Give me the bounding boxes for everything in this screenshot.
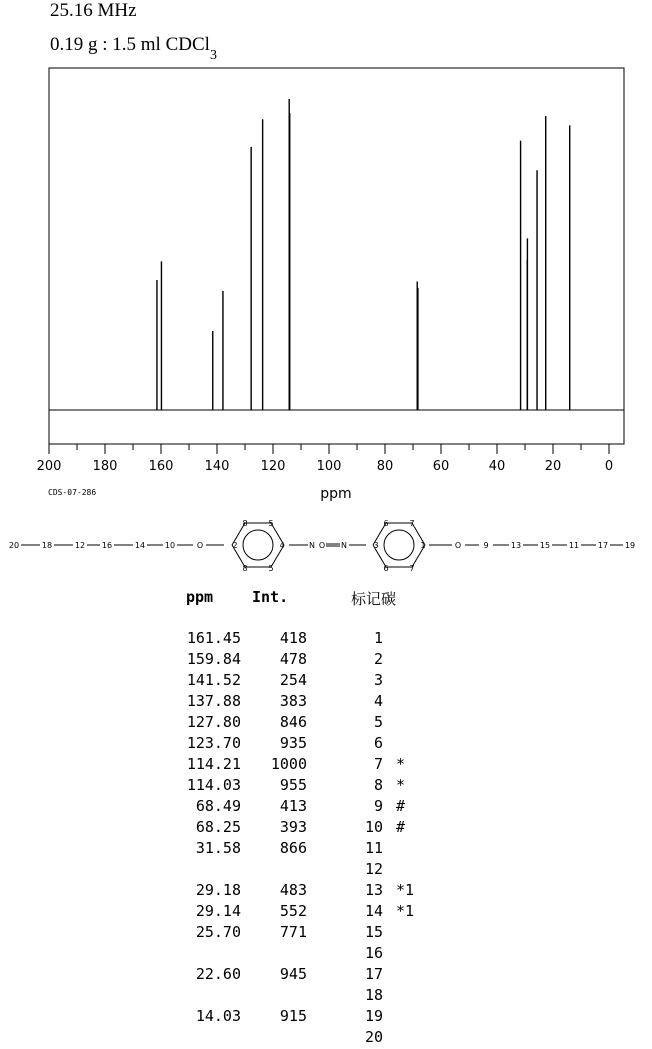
x-tick-label: 80 [376,459,394,474]
peak-intensity: 418 [279,629,307,647]
chain-atom-label: 9 [483,541,489,550]
ring-atom-label: 8 [242,519,248,528]
carbon-number: 17 [364,965,383,983]
ring-atom-label: 6 [383,519,389,528]
sample-prefix: 0.19 g : 1.5 ml CDCl [50,34,210,55]
carbon-number: 19 [364,1007,383,1025]
peak-ppm: 68.25 [195,818,241,836]
x-tick-label: 40 [488,459,506,474]
peak-ppm: 14.03 [195,1007,241,1025]
azoxy-atom-label: N [341,541,347,550]
carbon-number: 13 [364,881,383,899]
plot-frame [49,68,624,444]
x-tick-label: 180 [92,459,118,474]
carbon-number: 9 [373,797,383,815]
ring-atom-label: 8 [242,564,248,573]
chain-atom-label: 13 [510,541,522,550]
chain-atom-label: 16 [101,541,113,550]
chain-atom-label: O [196,541,204,550]
ring-atom-label: 3 [373,541,379,550]
sample-subscript: 3 [209,47,217,63]
chain-atom-label: 18 [41,541,53,550]
peak-intensity: 955 [279,776,307,794]
peak-note: # [396,797,406,815]
carbon-number: 6 [373,734,383,752]
peak-ppm: 114.21 [186,755,241,773]
peak-ppm: 127.80 [186,713,241,731]
x-tick-label: 200 [36,459,62,474]
peak-intensity: 254 [279,671,307,689]
aromatic-circle [243,530,273,560]
peak-intensity: 846 [279,713,307,731]
peak-intensity: 915 [279,1007,307,1025]
header-carbon: 标记碳 [351,590,397,608]
ring-atom-label: 1 [420,541,426,550]
chain-atom-label: 19 [624,541,636,550]
peak-ppm: 22.60 [195,965,241,983]
carbon-number: 4 [373,692,383,710]
nmr-spectrum-chart [0,0,652,505]
x-tick-label: 100 [316,459,342,474]
peak-ppm: 141.52 [186,671,241,689]
chain-atom-label: 11 [568,541,580,550]
carbon-number: 10 [364,818,383,836]
carbon-number: 16 [364,944,383,962]
peak-intensity: 483 [279,881,307,899]
carbon-number: 3 [373,671,383,689]
ring-atom-label: 7 [409,519,415,528]
peak-note: *1 [396,902,415,920]
azoxy-atom-label: N [309,541,315,550]
chain-atom-label: 10 [164,541,176,550]
peak-note: * [396,776,406,794]
carbon-number: 15 [364,923,383,941]
header-int: Int. [252,588,289,606]
ring-atom-label: 2 [232,541,238,550]
peak-ppm: 161.45 [186,629,241,647]
carbon-number: 1 [373,629,383,647]
peak-ppm: 29.18 [195,881,241,899]
x-tick-label: 0 [604,459,614,474]
peak-ppm: 68.49 [195,797,241,815]
x-ticks-group [37,444,614,474]
x-tick-label: 120 [260,459,286,474]
carbon-number: 8 [373,776,383,794]
chain-atom-label: 17 [597,541,609,550]
peaks-group [157,99,570,410]
chain-atom-label: 15 [539,541,551,550]
x-tick-label: 60 [432,459,450,474]
peak-intensity: 552 [279,902,307,920]
peak-intensity: 771 [279,923,307,941]
aromatic-circle [384,530,414,560]
peak-note: *1 [396,881,415,899]
peak-note: # [396,818,406,836]
peak-ppm: 123.70 [186,734,241,752]
peak-intensity: 866 [279,839,307,857]
peak-ppm: 137.88 [186,692,241,710]
carbon-number: 12 [364,860,383,878]
x-tick-label: 140 [204,459,230,474]
peak-ppm: 25.70 [195,923,241,941]
carbon-number: 11 [364,839,383,857]
carbon-number: 2 [373,650,383,668]
azoxy-atom-label: O [318,541,326,550]
x-tick-label: 160 [148,459,174,474]
peak-ppm: 114.03 [186,776,241,794]
peak-ppm: 159.84 [186,650,241,668]
x-tick-label: 20 [544,459,562,474]
peak-note: * [396,755,406,773]
frequency-label: 25.16 MHz [50,0,137,21]
chain-atom-label: 20 [8,541,20,550]
molecule-structure [0,505,652,580]
peak-intensity: 935 [279,734,307,752]
peak-intensity: 945 [279,965,307,983]
ring-atom-label: 5 [268,519,274,528]
ring-atom-label: 6 [383,564,389,573]
ring-atom-label: 7 [409,564,415,573]
x-axis-title: ppm [320,486,352,502]
ring-atom-label: 4 [279,541,285,550]
peak-intensity: 413 [279,797,307,815]
chain-atom-label: 14 [134,541,146,550]
carbon-number: 18 [364,986,383,1004]
chain-atom-label: O [454,541,462,550]
compound-code: CDS-07-286 [48,488,97,497]
peak-ppm: 29.14 [195,902,241,920]
peak-intensity: 383 [279,692,307,710]
carbon-number: 5 [373,713,383,731]
carbon-number: 7 [373,755,383,773]
peak-intensity: 393 [279,818,307,836]
header-ppm: ppm [186,588,214,606]
ring-atom-label: 5 [268,564,274,573]
peak-intensity: 478 [279,650,307,668]
peak-ppm: 31.58 [195,839,241,857]
carbon-number: 20 [364,1028,383,1046]
chain-atom-label: 12 [74,541,86,550]
peak-intensity: 1000 [270,755,307,773]
carbon-number: 14 [364,902,383,920]
